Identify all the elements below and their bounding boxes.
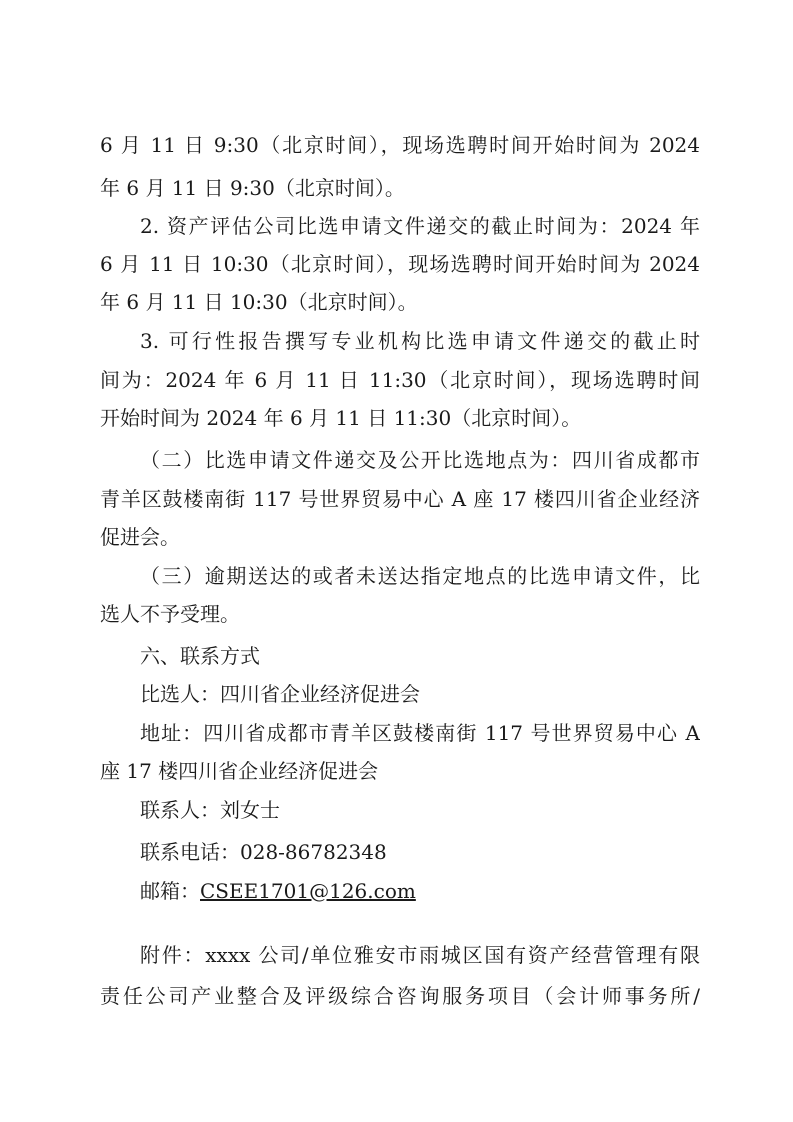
text-line: 3. 可行性报告撰写专业机构比选申请文件递交的截止时 [140, 329, 700, 353]
attachment-line: 附件：xxxx 公司/单位雅安市雨城区国有资产经营管理有限 [140, 943, 700, 967]
text-line: （二）比选申请文件递交及公开比选地点为：四川省成都市 [140, 448, 700, 472]
text-line: 年 6 月 11 日 10:30（北京时间）。 [100, 290, 418, 314]
text-line: 促进会。 [100, 525, 180, 549]
text-line: 联系人：刘女士 [140, 798, 280, 822]
text-line: 地址：四川省成都市青羊区鼓楼南街 117 号世界贸易中心 A [140, 721, 700, 745]
text-line: 年 6 月 11 日 9:30（北京时间）。 [100, 176, 405, 200]
text-line: 2. 资产评估公司比选申请文件递交的截止时间为：2024 年 [140, 214, 700, 238]
attachment-line: 责任公司产业整合及评级综合咨询服务项目（会计师事务所/ [100, 984, 700, 1008]
text-line: （三）逾期送达的或者未送达指定地点的比选申请文件，比 [140, 564, 700, 588]
text-line: 青羊区鼓楼南街 117 号世界贸易中心 A 座 17 楼四川省企业经济 [100, 487, 700, 511]
text-line: 间为：2024 年 6 月 11 日 11:30（北京时间），现场选聘时间 [100, 368, 700, 392]
text-line: 比选人：四川省企业经济促进会 [140, 682, 420, 706]
text-line: 联系电话：028-86782348 [140, 840, 387, 864]
text-line: 6 月 11 日 9:30（北京时间），现场选聘时间开始时间为 2024 [100, 133, 700, 157]
email-line [140, 877, 700, 905]
section-heading: 六、联系方式 [140, 644, 260, 668]
text-line: 选人不予受理。 [100, 602, 240, 626]
text-line: 6 月 11 日 10:30（北京时间），现场选聘时间开始时间为 2024 [100, 252, 700, 276]
email-link[interactable]: CSEE1701@126.com [200, 879, 416, 903]
text-line: 开始时间为 2024 年 6 月 11 日 11:30（北京时间）。 [100, 406, 582, 430]
text-line: 座 17 楼四川省企业经济促进会 [100, 759, 379, 783]
email-label: 邮箱： [140, 879, 200, 903]
